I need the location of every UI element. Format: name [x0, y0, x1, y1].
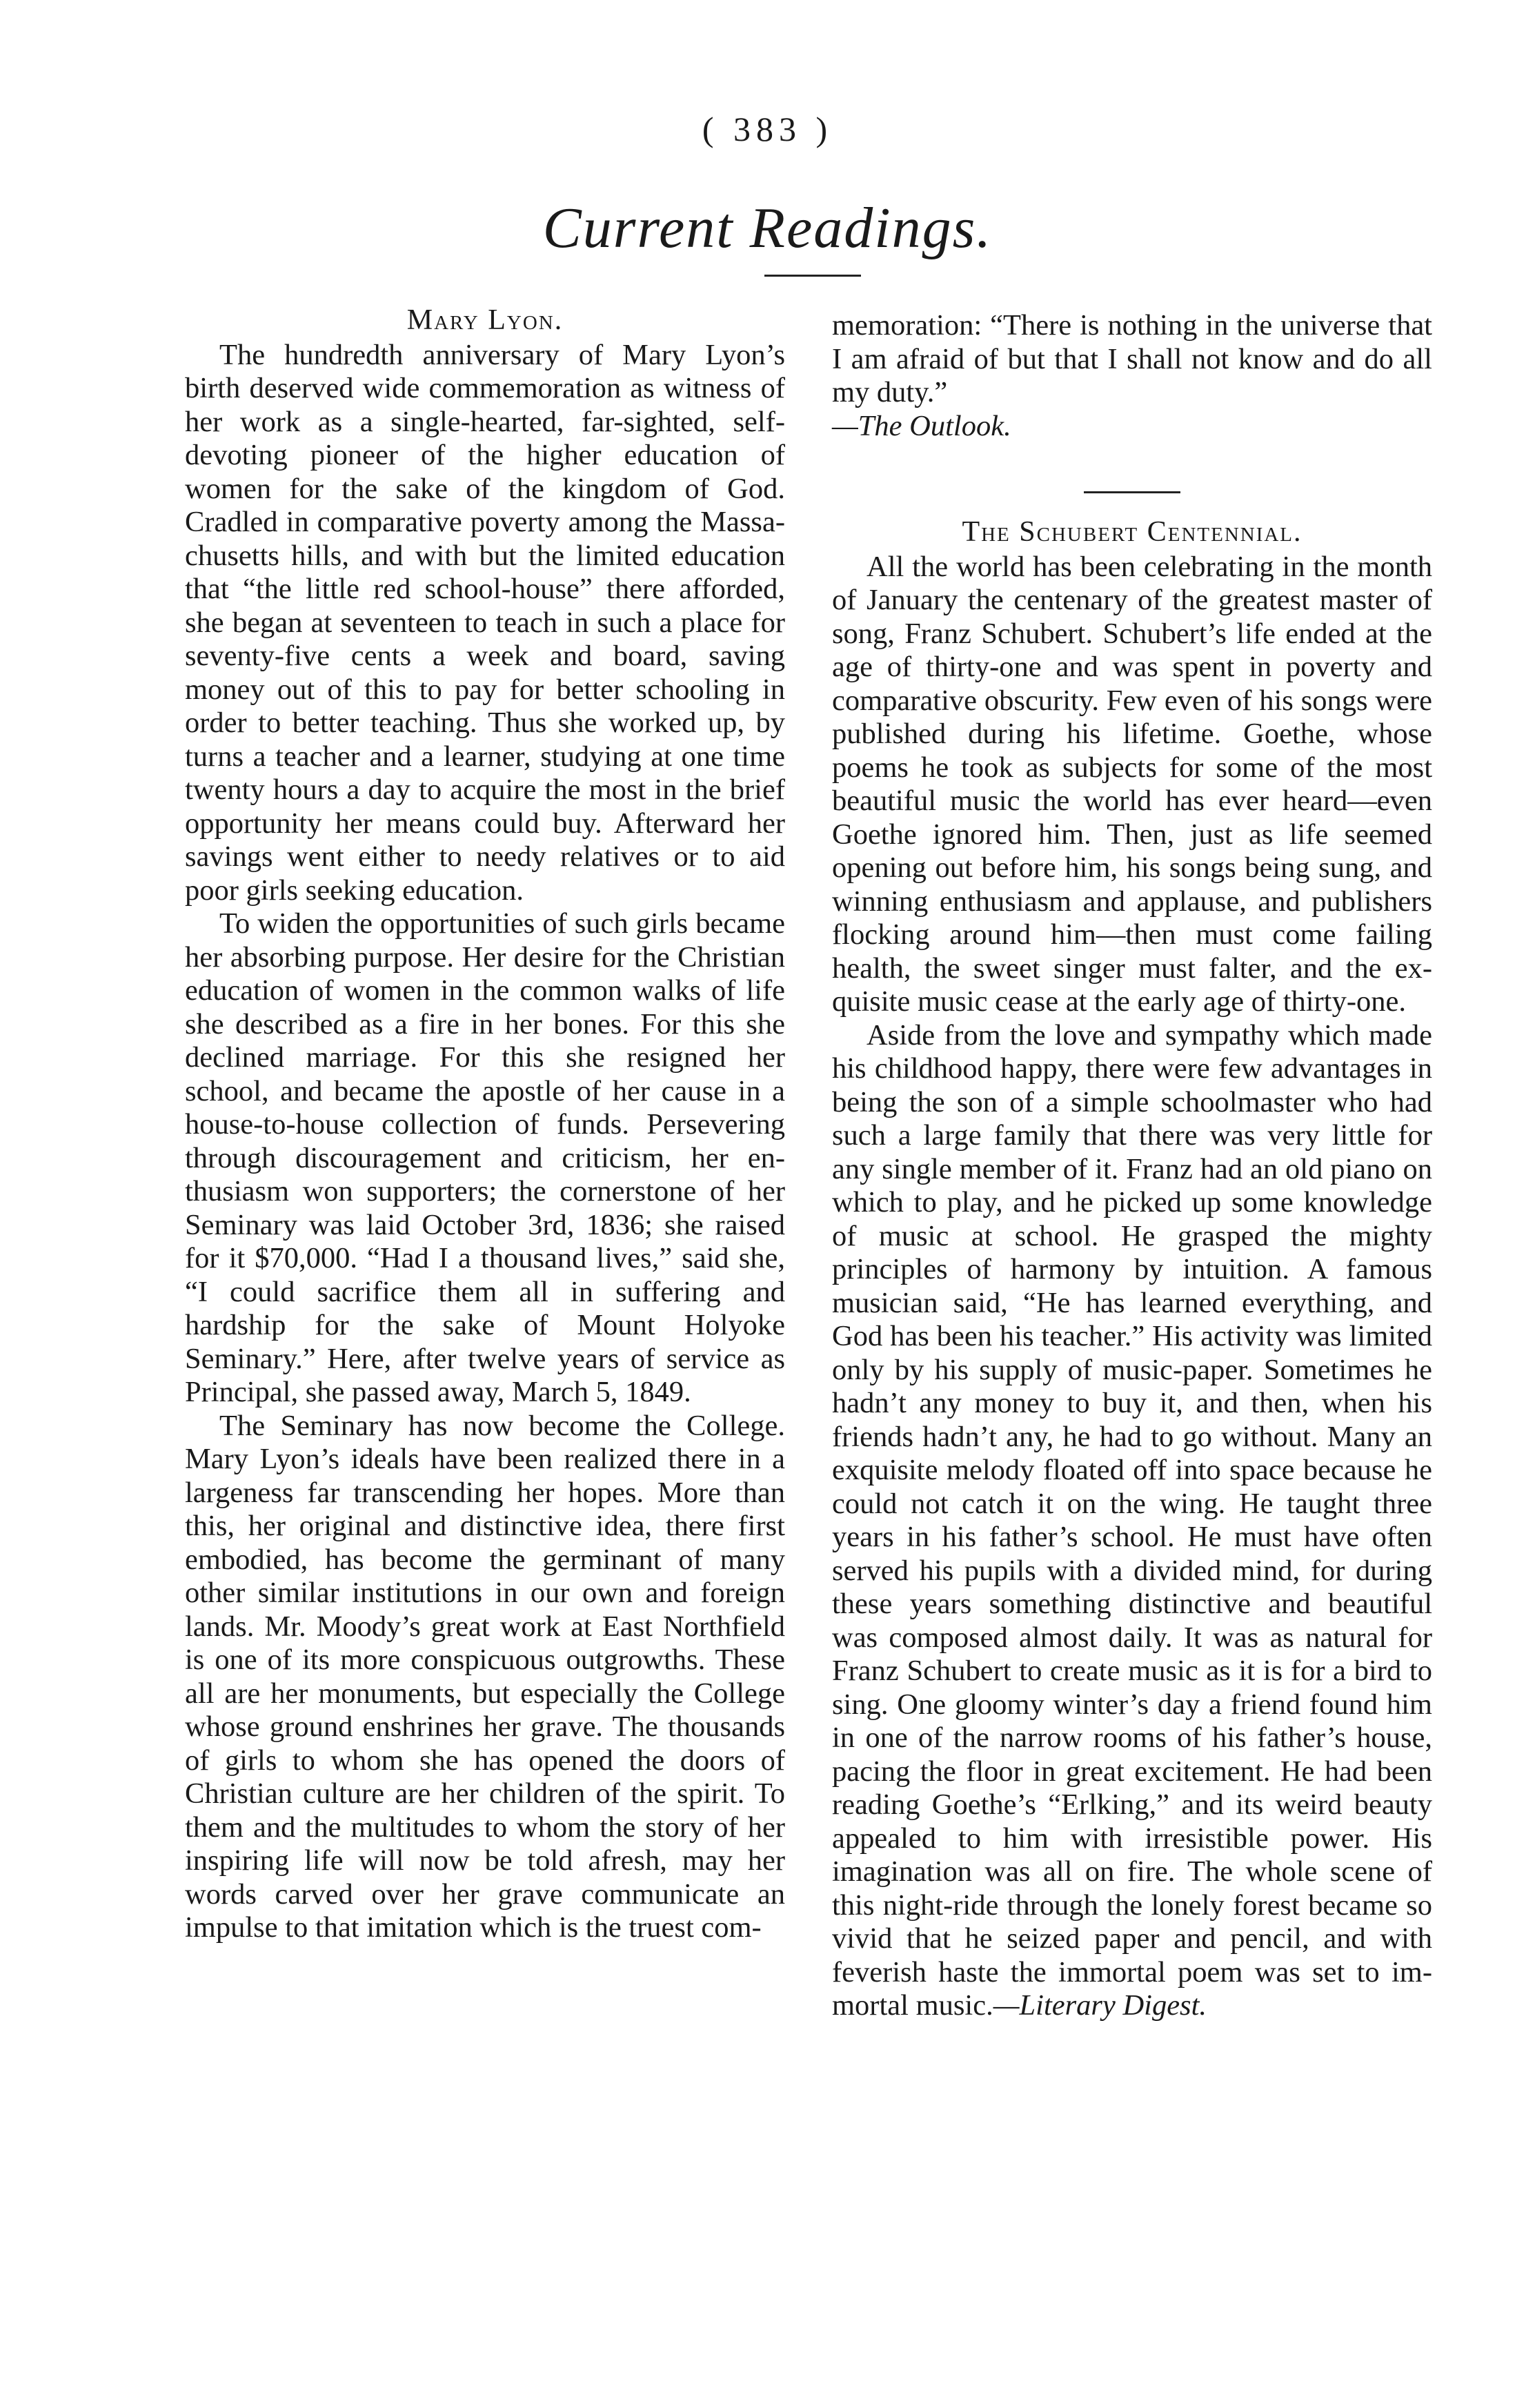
article-paragraph: The Seminary has now become the College. Mary Lyon’s ideals have been realized there in a largeness far transcending her hopes. More than this, her original and distinctive idea, there first embodied, has become the germinant of many other similar institutions in our own and foreign lands. Mr. Moody’s great work at East Northfield is one of its more conspicuous outgrowths. These all are her monuments, but especially the College whose ground enshrines her grave. The thousands of girls to whom she has opened the doors of Christian culture are her children of the spirit. To them and the multitudes to whom the story of her inspiring life will now be told afresh, may her words carved over her grave communicate an impulse to that imitation which is the truest com- [185, 1409, 785, 1944]
continuation-text: memoration: “There is nothing in the universe that I am afraid of but that I shall not know and do all my duty.” [832, 309, 1432, 408]
right-column [832, 309, 1432, 2023]
paragraph-text: Aside from the love and sympathy which made his childhood happy, there were few advantages in being the son of a simple schoolmaster who had such a large family that there was very little for any single member of it. Franz had an old piano on which to play, and he picked up some knowledge of music at school. He grasped the mighty principles of harmony by intuition. A famous musician said, “He has learned everything, and God has been his teacher.” His activity was limited only by his supply of music-paper. Sometimes he hadn’t any money to buy it, and then, when his friends hadn’t any, he had to go without. Many an exquisite melody floated off into space because he could not catch it on the wing. He taught three years in his father’s school. He must have often served his pupils with a divided mind, for during these years something distinctive and beautiful was composed almost daily. It was as natural for Franz Schubert to create music as it is for a bird to sing. One gloomy winter’s day a friend found him in one of the narrow rooms of his father’s house, pacing the floor in great excitement. He had been reading Goethe’s “Erlking,” and its weird beauty appealed to him with irresistible power. His imagination was all on fire. The whole scene of this night-ride through the lonely forest became so vivid that he seized paper and pencil, and with feverish haste the immortal poem was set to immortal music. [832, 1018, 1432, 2022]
title-divider [764, 275, 861, 277]
article-title-schubert: The Schubert Centennial. [962, 516, 1303, 548]
article-title-mary-lyon: Mary Lyon. [406, 304, 564, 336]
article-continuation [832, 309, 1432, 443]
article-paragraph: To widen the opportunities of such girls became her absorbing purpose. Her desire for the Christian education of women in the common walks of life she described as a fire in her bones. For this she declined marriage. For this she resigned her school, and became the apostle of her cause in a house-to-house collection of funds. Persevering through discouragement and criticism, her enthusiasm won supporters; the cornerstone of her Seminary was laid October 3rd, 1836; she raised for it $70,000. “Had I a thousand lives,” said she, “I could sacrifice them all in suffering and hardship for the sake of Mount Holyoke Seminary.” Here, after twelve years of service as Principal, she passed away, March 5, 1849. [185, 907, 785, 1408]
left-column [185, 304, 785, 1945]
article-paragraph [832, 1019, 1432, 2023]
article-divider [1084, 491, 1180, 493]
article-source-outlook: —The Outlook. [832, 409, 1011, 442]
article-paragraph: All the world has been celebrating in the month of January the centenary of the greatest master of song, Franz Schubert. Schubert’s life ended at the age of thirty-one and was spent in poverty and comparative obscurity. Few even of his songs were published during his lifetime. Goethe, whose poems he took as subjects for some of the most beautiful music the world has ever heard—even Goethe ignored him. Then, just as life seemed opening out before him, his songs being sung, and winning enthusiasm and applause, and publishers flocking around him—then must come failing health, the sweet singer must falter, and the exquisite music cease at the early age of thirty-one. [832, 550, 1432, 1018]
article-paragraph: The hundredth anniversary of Mary Lyon’s birth deserved wide commemoration as witness of her work as a single-hearted, far-sighted, self-devoting pioneer of the higher education of women for the sake of the kingdom of God. Cradled in comparative poverty among the Massachusetts hills, and with but the limited education that “the little red school-house” there afforded, she began at seventeen to teach in such a place for seventy-five cents a week and board, saving money out of this to pay for better schooling in order to better teaching. Thus she worked up, by turns a teacher and a learner, studying at one time twenty hours a day to acquire the most in the brief opportunity her means could buy. Afterward her savings went either to needy relatives or to aid poor girls seeking education. [185, 338, 785, 907]
page-number: ( 383 ) [702, 110, 833, 148]
section-title: Current Readings. [542, 196, 993, 260]
article-source-literary-digest: —Literary Digest. [993, 1989, 1207, 2022]
